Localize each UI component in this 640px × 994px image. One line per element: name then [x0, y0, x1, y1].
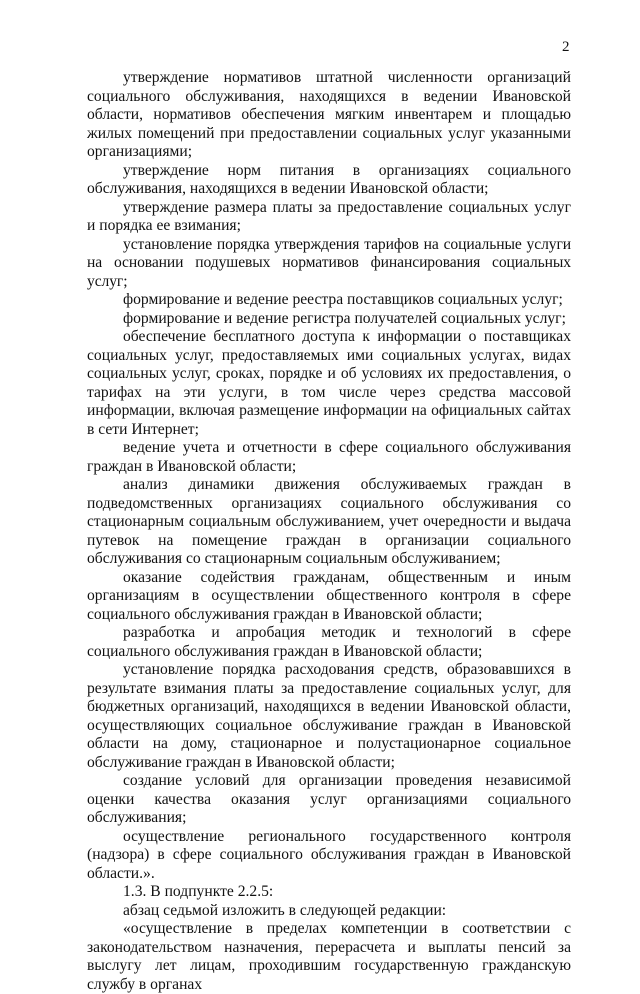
- paragraph: ведение учета и отчетности в сфере социального обслуживания граждан в Ивановской области;: [87, 439, 571, 475]
- paragraph: оказание содействия гражданам, общественным и иным организациям в осуществлении общественного контроля в сфере социального обслуживания граждан в Ивановской области;: [87, 568, 571, 623]
- paragraph: утверждение размера платы за предоставление социальных услуг и порядка ее взимания;: [87, 198, 571, 234]
- document-body: [87, 69, 571, 994]
- paragraph: создание условий для организации проведения независимой оценки качества оказания услуг организациями социального обслуживания;: [87, 772, 571, 826]
- paragraph: установление порядка расходования средств, образовавшихся в результате взимания платы за предоставление социальных услуг, для бюджетных организаций, находящихся в ведении Ивановской области, осуществляющих социальное обслуживание граждан в Ивановской области на дому, стационарное и полустационарное социальное обслуживание граждан в Ивановской области;: [87, 661, 571, 771]
- paragraph: «осуществление в пределах компетенции в соответствии с законодательством назначения, перерасчета и выплаты пенсий за выслугу лет лицам, проходившим государственную гражданскую службу в органах: [87, 920, 571, 993]
- paragraph: формирование и ведение реестра поставщиков социальных услуг;: [123, 291, 563, 308]
- paragraph: обеспечение бесплатного доступа к информации о поставщиках социальных услуг, предоставляемых ими социальных услугах, видах социальных услуг, сроках, порядке и об условиях их предоставления, о тарифах на эти услуги, в том числе через средства массовой информации, включая размещение информации на официальных сайтах в сети Интернет;: [87, 328, 571, 438]
- paragraph: анализ динамики движения обслуживаемых граждан в подведомственных организациях социального обслуживания со стационарным социальным обслуживанием, учет очередности и выдача путевок на помещение граждан в организации социального обслуживания со стационарным социальным обслуживанием;: [87, 476, 571, 567]
- paragraph: разработка и апробация методик и технологий в сфере социального обслуживания граждан в Ивановской области;: [87, 624, 571, 660]
- paragraph: установление порядка утверждения тарифов на социальные услуги на основании подушевых нормативов финансирования социальных услуг;: [87, 235, 571, 290]
- paragraph: абзац седьмой изложить в следующей редакции:: [123, 901, 447, 919]
- paragraph: осуществление регионального государственного контроля (надзора) в сфере социального обслуживания граждан в Ивановской области.».: [87, 827, 571, 882]
- paragraph: утверждение нормативов штатной численности организаций социального обслуживания, находящихся в ведении Ивановской области, нормативов обеспечения мягким инвентарем и площадью жилых помещений при предоставлении социальных услуг указанными организациями;: [87, 69, 571, 160]
- page-number: 2: [562, 39, 570, 55]
- paragraph: 1.3. В подпункте 2.2.5:: [123, 883, 274, 900]
- paragraph: формирование и ведение регистра получателей социальных услуг;: [123, 309, 566, 327]
- paragraph: утверждение норм питания в организациях социального обслуживания, находящихся в ведении Ивановской области;: [87, 161, 571, 197]
